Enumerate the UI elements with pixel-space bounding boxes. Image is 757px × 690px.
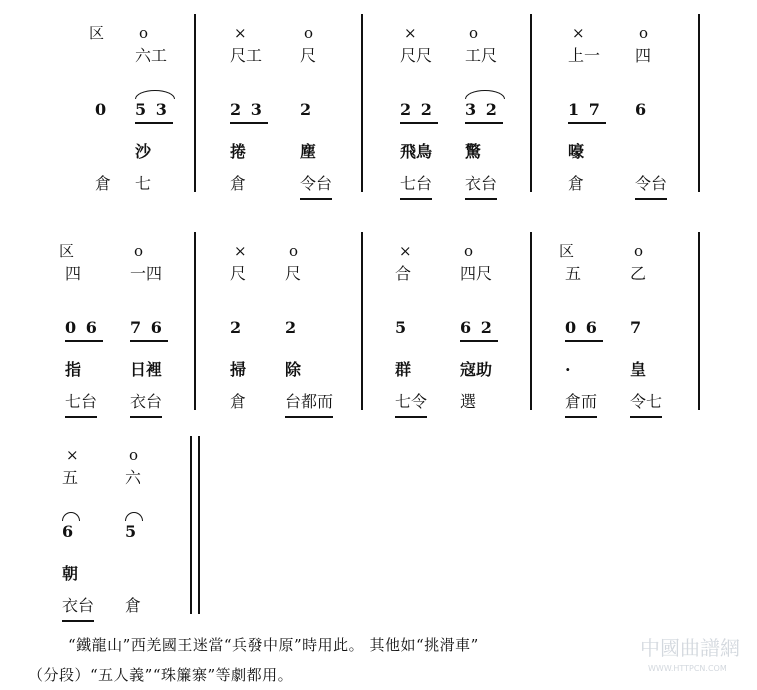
gongche-note: 合: [395, 264, 412, 283]
percussion: 倉: [568, 174, 585, 193]
lyric: 掃: [230, 360, 247, 379]
bar-line: [194, 232, 196, 410]
percussion-underline: [65, 416, 97, 418]
beat-underline: [465, 122, 503, 124]
percussion-underline: [635, 198, 667, 200]
percussion-underline: [130, 416, 162, 418]
slur-mark: [135, 90, 175, 99]
jianpu-note: 5 3: [135, 100, 169, 119]
bar-line: [530, 14, 532, 192]
percussion-underline: [300, 198, 332, 200]
percussion: 七: [135, 174, 152, 193]
gongche-note: 尺工: [230, 46, 263, 65]
beat-underline: [565, 340, 603, 342]
bar-line: [198, 436, 200, 614]
gongche-note: 上一: [568, 46, 601, 65]
lyric: 日裡: [130, 360, 163, 379]
beat-underline: [130, 340, 168, 342]
jianpu-note: 0 6: [65, 318, 99, 337]
weak-marker: o: [139, 24, 149, 42]
strong-marker: ×: [399, 242, 412, 260]
percussion-underline: [62, 620, 94, 622]
lyric: 除: [285, 360, 302, 379]
jianpu-note: 6 2: [460, 318, 494, 337]
strong-marker: ×: [66, 446, 79, 464]
lyric: 沙: [135, 142, 152, 161]
beat-underline: [135, 122, 173, 124]
percussion: 倉: [95, 174, 112, 193]
bar-line: [361, 14, 363, 192]
beat-underline: [65, 340, 103, 342]
beat-underline: [460, 340, 498, 342]
lyric: 指: [65, 360, 82, 379]
watermark-url: WWW.HTTPCN.COM: [648, 664, 727, 673]
percussion: 衣台: [130, 392, 163, 411]
repeat-marker: 区: [89, 24, 105, 42]
lyric: 嚎: [568, 142, 585, 161]
watermark-brand: 中國曲譜網: [640, 636, 740, 660]
jianpu-note: 7: [630, 318, 644, 337]
gongche-note: 尺: [230, 264, 247, 283]
lyric: 飛鳥: [400, 142, 433, 161]
lyric: 寇助: [460, 360, 493, 379]
percussion: 台都而: [285, 392, 334, 411]
bar-line: [698, 232, 700, 410]
jianpu-note: 5: [125, 522, 139, 541]
bar-line: [530, 232, 532, 410]
gongche-note: 六工: [135, 46, 168, 65]
gongche-note: 四: [65, 264, 82, 283]
percussion: 倉: [125, 596, 142, 615]
jianpu-note: 2: [300, 100, 314, 119]
percussion-underline: [565, 416, 597, 418]
lyric: 驚: [465, 142, 482, 161]
jianpu-note: 1 7: [568, 100, 602, 119]
weak-marker: o: [289, 242, 299, 260]
jianpu-note: 0 6: [565, 318, 599, 337]
beat-underline: [230, 122, 268, 124]
beat-underline: [568, 122, 606, 124]
jianpu-note: 0: [95, 100, 109, 119]
gongche-note: 乙: [630, 264, 647, 283]
jianpu-note: 5: [395, 318, 409, 337]
jianpu-note: 6: [62, 522, 76, 541]
percussion: 令台: [635, 174, 668, 193]
jianpu-note: 6: [635, 100, 649, 119]
repeat-marker: 区: [559, 242, 575, 260]
jianpu-note: 2 2: [400, 100, 434, 119]
jianpu-note: 2 3: [230, 100, 264, 119]
bar-line: [190, 436, 192, 614]
gongche-note: 尺: [300, 46, 317, 65]
lyric: 捲: [230, 142, 247, 161]
percussion: 七令: [395, 392, 428, 411]
caption-line-1: “鐵龍山”西羌國王迷當“兵發中原”時用此。 其他如“挑滑車”: [68, 636, 479, 654]
weak-marker: o: [464, 242, 474, 260]
percussion-underline: [630, 416, 662, 418]
strong-marker: ×: [234, 242, 247, 260]
percussion: 衣台: [62, 596, 95, 615]
percussion: 倉而: [565, 392, 598, 411]
slur-mark: [465, 90, 505, 99]
jianpu-note: 2: [285, 318, 299, 337]
percussion: 倉: [230, 174, 247, 193]
percussion: 七台: [400, 174, 433, 193]
percussion: 衣台: [465, 174, 498, 193]
gongche-note: 六: [125, 468, 142, 487]
jianpu-note: 3 2: [465, 100, 499, 119]
lyric: 皇: [630, 360, 647, 379]
weak-marker: o: [469, 24, 479, 42]
repeat-marker: 区: [59, 242, 75, 260]
gongche-note: 工尺: [465, 46, 498, 65]
weak-marker: o: [304, 24, 314, 42]
gongche-note: 五: [565, 264, 582, 283]
percussion: 七台: [65, 392, 98, 411]
weak-marker: o: [134, 242, 144, 260]
gongche-note: 尺尺: [400, 46, 433, 65]
strong-marker: ×: [234, 24, 247, 42]
lyric: 群: [395, 360, 412, 379]
weak-marker: o: [634, 242, 644, 260]
percussion-underline: [285, 416, 333, 418]
lyric: ·: [565, 360, 571, 379]
bar-line: [361, 232, 363, 410]
gongche-note: 一四: [130, 264, 163, 283]
jianpu-note: 2: [230, 318, 244, 337]
lyric: 塵: [300, 142, 317, 161]
strong-marker: ×: [404, 24, 417, 42]
jianpu-note: 7 6: [130, 318, 164, 337]
slur-mark: [125, 512, 143, 521]
percussion: 令台: [300, 174, 333, 193]
weak-marker: o: [639, 24, 649, 42]
gongche-note: 尺: [285, 264, 302, 283]
percussion: 令七: [630, 392, 663, 411]
gongche-note: 四尺: [460, 264, 493, 283]
gongche-note: 五: [62, 468, 79, 487]
strong-marker: ×: [572, 24, 585, 42]
percussion-underline: [465, 198, 497, 200]
bar-line: [698, 14, 700, 192]
percussion: 選: [460, 392, 477, 411]
percussion-underline: [395, 416, 427, 418]
percussion-underline: [400, 198, 432, 200]
caption-line-2: （分段）“五人義”“珠簾寨”等劇都用。: [28, 666, 294, 684]
gongche-note: 四: [635, 46, 652, 65]
lyric: 朝: [62, 564, 79, 583]
percussion: 倉: [230, 392, 247, 411]
weak-marker: o: [129, 446, 139, 464]
bar-line: [194, 14, 196, 192]
beat-underline: [400, 122, 438, 124]
slur-mark: [62, 512, 80, 521]
